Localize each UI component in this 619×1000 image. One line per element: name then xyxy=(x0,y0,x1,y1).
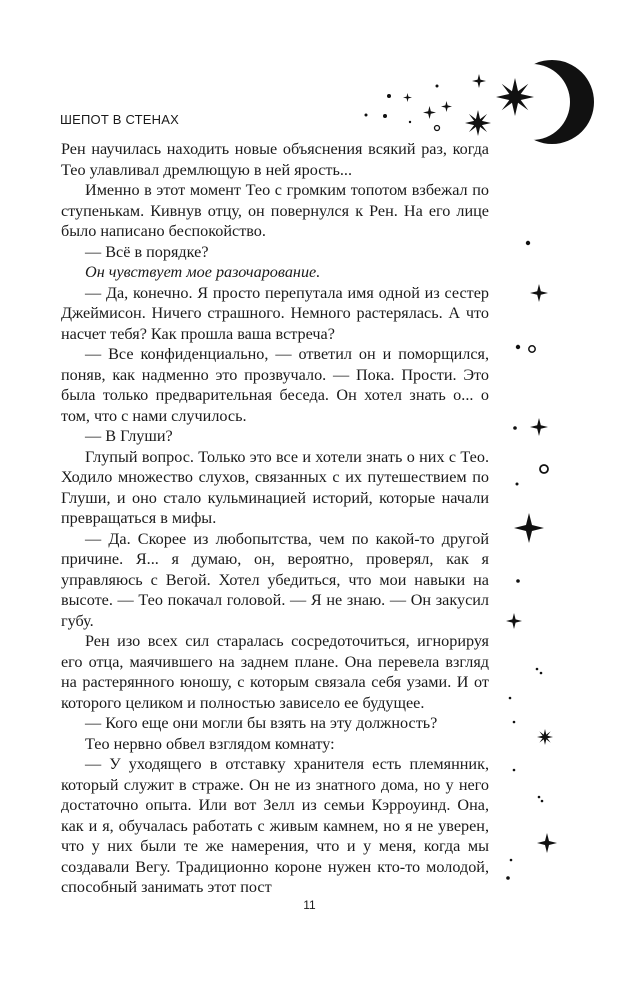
dot-star-icon xyxy=(540,672,543,675)
star-icon xyxy=(423,106,436,119)
dot-star-icon xyxy=(383,114,387,118)
dot-star-icon xyxy=(516,579,520,583)
ring-star-icon xyxy=(529,346,535,352)
star-icon xyxy=(441,101,452,112)
dot-star-icon xyxy=(409,121,411,123)
star-icon xyxy=(506,613,522,629)
star-icon xyxy=(465,110,491,136)
star-icon xyxy=(514,513,544,543)
dot-star-icon xyxy=(506,876,510,880)
ring-star-icon xyxy=(540,465,548,473)
paragraph: — У уходящего в отставку хранителя есть племянник, который служит в страже. Он не из знатного дома, но у него достаточно опыта. Или вот Зелл из семьи Кэрроуинд. Она, как и я, обучалась работать с живым камнем, но я не уверен, что у них были те же намерения, что и у меня, когда мы создавали Вегу. Традиционно короне нужен кто-то молодой, способный занимать этот пост xyxy=(61,755,489,896)
dot-star-icon xyxy=(436,85,439,88)
paragraph-thought: Он чувствует мое разочарование. xyxy=(85,263,321,281)
paragraph: Рен научилась находить новые объяснения всякий раз, когда Тео улавливал дремлющую в ней ярость... xyxy=(61,140,489,179)
paragraph: Именно в этот момент Тео с громким топотом взбежал по ступенькам. Кивнув отцу, он повернулся к Рен. На его лице было написано беспокойство. xyxy=(61,181,489,240)
paragraph: — Да, конечно. Я просто перепутала имя одной из сестер Джеймисон. Ничего страшного. Немного растерялась. А что насчет тебя? Как прошла ваша встреча? xyxy=(61,283,489,343)
star-icon xyxy=(537,833,557,853)
paragraph: — В Глуши? xyxy=(85,427,173,445)
star-icon xyxy=(472,74,486,88)
paragraph: Тео нервно обвел взглядом комнату: xyxy=(85,734,335,753)
dot-star-icon xyxy=(513,721,516,724)
star-icon xyxy=(530,418,548,436)
paragraph: — Все конфиденциально, — ответил он и поморщился, поняв, как надменно это прозвучало. — Пока. Прости. Это была только предварительная беседа. Он хотел знать о... о том, что с нами случилось. xyxy=(61,345,489,425)
dot-star-icon xyxy=(509,697,512,700)
page-number: 11 xyxy=(303,898,316,912)
paragraph: Глупый вопрос. Только это все и хотели знать о них с Тео. Ходило множество слухов, связанных с их путешествием по Глуши, и оно стало кульминацией историй, которые начали превращаться в мифы. xyxy=(61,447,489,527)
running-header: ШЕПОТ В СТЕНАХ xyxy=(60,112,179,127)
paragraph: Рен изо всех сил старалась сосредоточиться, игнорируя его отца, маячившего на заднем плане. Она перевела взгляд на растерянного юношу, с которым связала себя узами. И от которого целиком и полностью зависело ее будущее. xyxy=(61,632,489,712)
dot-star-icon xyxy=(513,769,516,772)
star-icon xyxy=(530,284,548,302)
dot-star-icon xyxy=(387,94,391,98)
paragraph: — Да. Скорее из любопытства, чем по какой-то другой причине. Я... я думаю, он, вероятно, проверял, как я управляюсь с Вегой. Хотел убедиться, что мои навыки на высоте. — Тео покачал головой. — Я не знаю. — Он закусил губу. xyxy=(61,529,489,630)
crescent-moon-icon xyxy=(510,60,594,144)
body-text xyxy=(61,139,489,898)
dot-star-icon xyxy=(526,241,530,245)
paragraph: — Всё в порядке? xyxy=(85,242,209,261)
dot-star-icon xyxy=(516,345,520,349)
dot-star-icon xyxy=(541,800,544,803)
star-icon xyxy=(537,729,553,745)
ring-star-icon xyxy=(435,126,440,131)
paragraph: — Кого еще они могли бы взять на эту должность? xyxy=(85,714,438,732)
dot-star-icon xyxy=(513,426,517,430)
dot-star-icon xyxy=(516,483,519,486)
dot-star-icon xyxy=(510,859,513,862)
dot-star-icon xyxy=(538,796,541,799)
dot-star-icon xyxy=(365,114,368,117)
star-icon xyxy=(403,93,412,102)
dot-star-icon xyxy=(536,668,539,671)
